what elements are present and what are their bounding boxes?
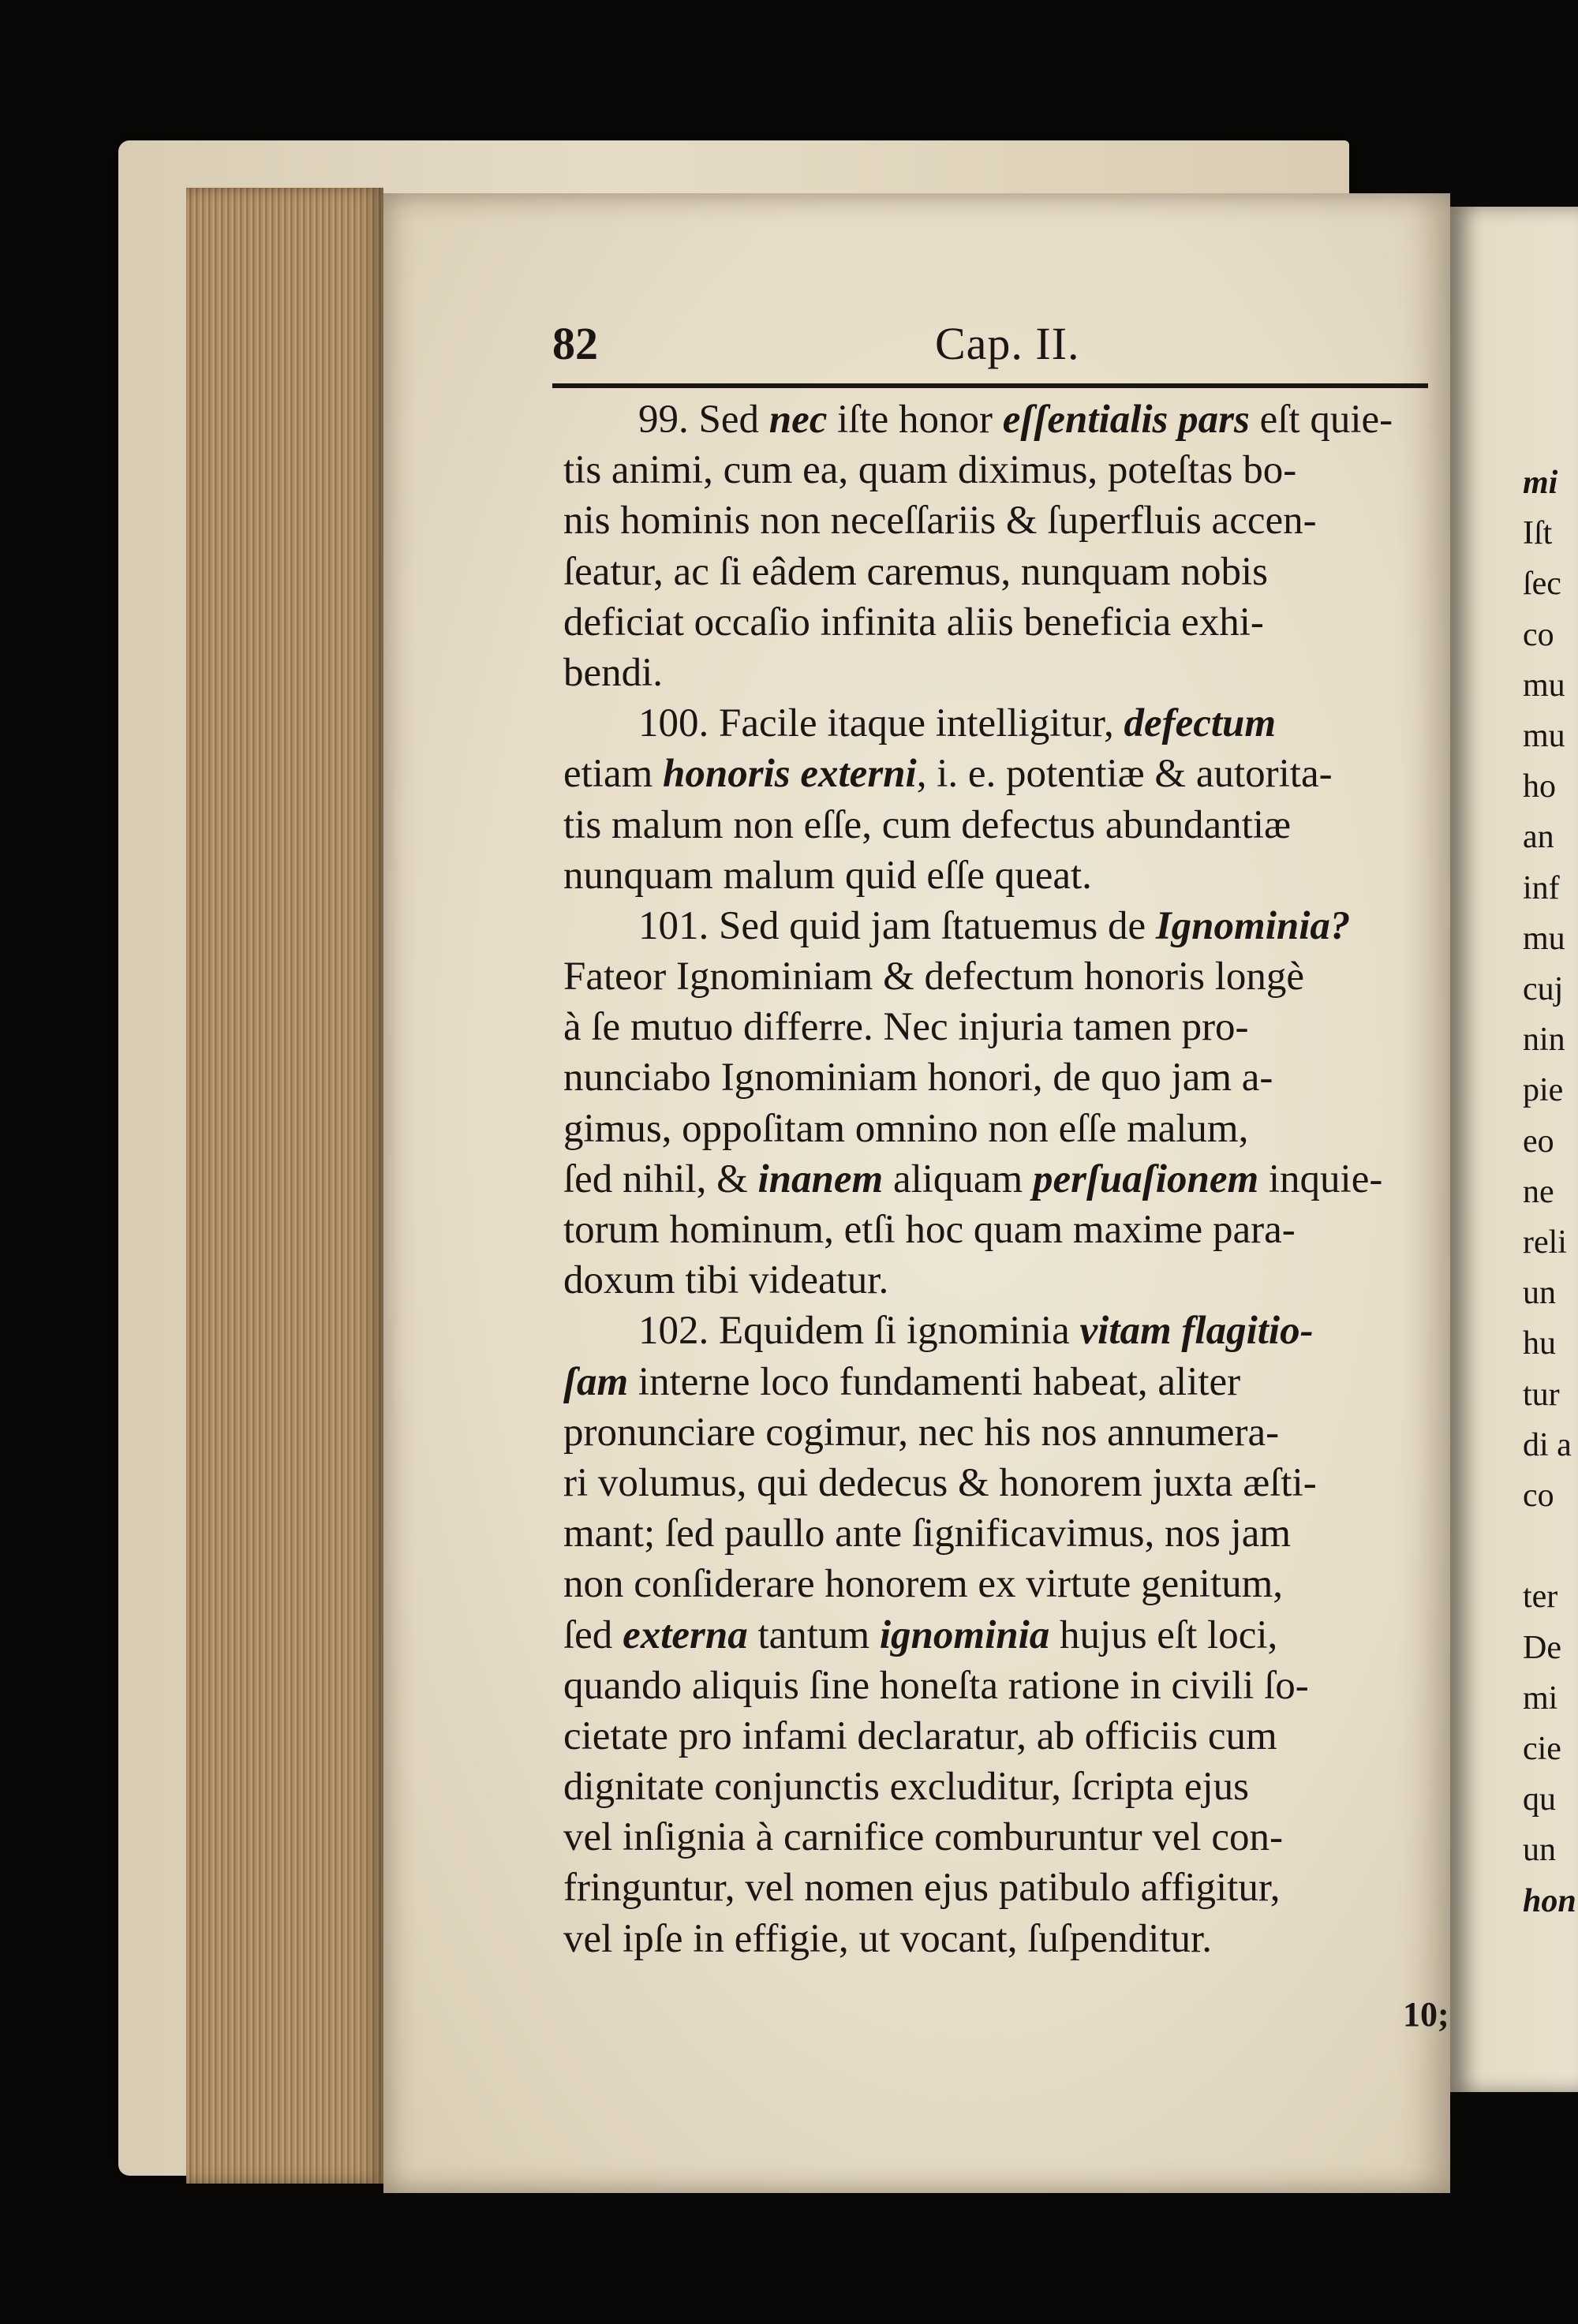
text-line bbox=[563, 547, 1451, 597]
facing-page-fragment: hu bbox=[1523, 1325, 1556, 1362]
text-run: vel ipſe in effigie, ut vocant, ſuſpenditur. bbox=[563, 1916, 1212, 1961]
facing-page-fragment: pie bbox=[1523, 1072, 1564, 1109]
text-run: à ſe mutuo differre. Nec injuria tamen pro- bbox=[563, 1005, 1249, 1050]
text-run: inquie- bbox=[1258, 1156, 1383, 1201]
italic-text: perſuaſionem bbox=[1032, 1156, 1259, 1201]
text-line bbox=[563, 1762, 1451, 1812]
text-line bbox=[563, 1306, 1451, 1356]
text-line bbox=[563, 1914, 1451, 1964]
facing-page-fragment: co bbox=[1523, 616, 1554, 653]
facing-page-fragment: un bbox=[1523, 1275, 1556, 1312]
running-head: Cap. II. bbox=[935, 318, 1080, 369]
text-line bbox=[563, 1812, 1451, 1863]
text-line bbox=[563, 394, 1451, 445]
facing-page-fragment: an bbox=[1523, 819, 1554, 856]
text-run: ſed nihil, & bbox=[563, 1156, 758, 1201]
text-run: nis hominis non neceſſariis & ſuperfluis accen- bbox=[563, 499, 1317, 544]
facing-page-fragment: tur bbox=[1523, 1376, 1560, 1413]
text-run: ſeatur, ac ſi eâdem caremus, nunquam nobis bbox=[563, 549, 1268, 594]
text-run: 99. Sed bbox=[638, 398, 769, 442]
text-line bbox=[563, 445, 1451, 495]
text-line bbox=[563, 597, 1451, 648]
italic-text: defectum bbox=[1124, 701, 1277, 746]
text-line bbox=[563, 1002, 1451, 1052]
facing-page-fragment: mi bbox=[1523, 465, 1558, 501]
text-line bbox=[563, 698, 1451, 749]
text-run: quando aliquis ſine honeſta ratione in civili ſo- bbox=[563, 1663, 1309, 1708]
facing-page-fragment: inf bbox=[1523, 869, 1560, 906]
catchword: 10; bbox=[1403, 1995, 1449, 2034]
text-run: gimus, oppoſitam omnino non eſſe malum, bbox=[563, 1106, 1249, 1151]
facing-page-fragment: mu bbox=[1523, 667, 1565, 704]
text-line bbox=[563, 1255, 1451, 1306]
text-run: cietate pro infami declaratur, ab officiis cum bbox=[563, 1713, 1277, 1758]
text-run: , i. e. potentiæ & autorita- bbox=[916, 752, 1333, 797]
page-edges bbox=[186, 188, 383, 2184]
facing-page-fragment: eo bbox=[1523, 1123, 1554, 1160]
text-line bbox=[563, 648, 1451, 698]
text-run: torum hominum, etſi hoc quam maxime para- bbox=[563, 1208, 1296, 1252]
text-line bbox=[563, 749, 1451, 799]
facing-page-fragment: hon bbox=[1523, 1882, 1576, 1919]
text-run: non conſiderare honorem ex virtute genitum, bbox=[563, 1562, 1284, 1607]
facing-page bbox=[1450, 207, 1578, 2092]
italic-text: inanem bbox=[757, 1156, 884, 1201]
text-run: bendi. bbox=[563, 650, 664, 695]
facing-page-fragment: ne bbox=[1523, 1173, 1554, 1210]
text-line bbox=[563, 901, 1451, 951]
text-run: vel inſignia à carnifice comburuntur vel con- bbox=[563, 1815, 1283, 1860]
text-run: ri volumus, qui dedecus & honorem juxta æſti- bbox=[563, 1460, 1317, 1505]
facing-page-fragment: ho bbox=[1523, 768, 1556, 805]
text-run: aliquam bbox=[883, 1156, 1033, 1201]
text-run: 102. Equidem ſi ignominia bbox=[638, 1309, 1080, 1354]
facing-page-fragment: qu bbox=[1523, 1781, 1556, 1818]
text-run: fringuntur, vel nomen ejus patibulo affigitur, bbox=[563, 1866, 1281, 1911]
text-run: Fateor Ignominiam & defectum honoris longè bbox=[563, 955, 1305, 999]
text-run: nunciabo Ignominiam honori, de quo jam a- bbox=[563, 1056, 1273, 1100]
facing-page-fragment: un bbox=[1523, 1832, 1556, 1869]
italic-text: externa bbox=[623, 1612, 748, 1657]
header-rule bbox=[552, 383, 1428, 388]
facing-page-fragment: co bbox=[1523, 1478, 1554, 1514]
text-line bbox=[563, 1458, 1451, 1508]
facing-page-fragment: mu bbox=[1523, 920, 1565, 957]
text-run: 101. Sed quid jam ſtatuemus de bbox=[638, 903, 1156, 948]
italic-text: nec bbox=[768, 398, 828, 442]
italic-text: honoris externi bbox=[663, 752, 917, 797]
text-line bbox=[563, 1052, 1451, 1103]
text-line bbox=[563, 495, 1451, 546]
text-run: hujus eſt loci, bbox=[1049, 1612, 1278, 1657]
text-line bbox=[563, 1711, 1451, 1762]
facing-page-fragment: cuj bbox=[1523, 971, 1564, 1007]
facing-page-fragment: ſec bbox=[1523, 566, 1561, 603]
text-run: tis animi, cum ea, quam diximus, poteſtas bo- bbox=[563, 448, 1297, 493]
text-run: interne loco fundamenti habeat, aliter bbox=[628, 1359, 1241, 1404]
italic-text: Ignominia? bbox=[1155, 903, 1351, 948]
facing-page-fragment: di a bbox=[1523, 1426, 1572, 1463]
text-line bbox=[563, 1863, 1451, 1913]
italic-text: vitam flagitio- bbox=[1079, 1309, 1314, 1354]
text-run: mant; ſed paullo ante ſignificavimus, nos jam bbox=[563, 1511, 1292, 1556]
page-header bbox=[552, 317, 1428, 380]
body-text bbox=[563, 394, 1451, 1964]
text-line bbox=[563, 1559, 1451, 1609]
facing-page-fragment: Iſt bbox=[1523, 515, 1553, 552]
italic-text: ſam bbox=[563, 1359, 629, 1404]
text-line bbox=[563, 800, 1451, 850]
italic-text: eſſentialis pars bbox=[1002, 398, 1250, 442]
text-run: 100. Facile itaque intelligitur, bbox=[638, 701, 1124, 746]
text-line bbox=[563, 1407, 1451, 1458]
facing-page-fragment: reli bbox=[1523, 1224, 1567, 1261]
text-run: tis malum non eſſe, cum defectus abundantiæ bbox=[563, 802, 1292, 847]
text-line bbox=[563, 1154, 1451, 1205]
facing-page-fragment: ter bbox=[1523, 1579, 1558, 1616]
text-run: ſed bbox=[563, 1612, 623, 1657]
facing-page-fragment: cie bbox=[1523, 1731, 1561, 1767]
text-line bbox=[563, 1610, 1451, 1661]
facing-page-fragment: mu bbox=[1523, 718, 1565, 754]
text-line bbox=[563, 1661, 1451, 1711]
text-run: deficiat occaſio infinita aliis beneficia exhi- bbox=[563, 600, 1264, 645]
text-line bbox=[563, 850, 1451, 901]
text-line bbox=[563, 1205, 1451, 1255]
facing-page-fragment: mi bbox=[1523, 1679, 1558, 1717]
facing-page-fragment: nin bbox=[1523, 1022, 1565, 1059]
text-line bbox=[563, 951, 1451, 1002]
text-run: pronunciare cogimur, nec his nos annumera- bbox=[563, 1410, 1280, 1455]
text-run: doxum tibi videatur. bbox=[563, 1258, 889, 1303]
text-run: tantum bbox=[747, 1612, 880, 1657]
text-run: nunquam malum quid eſſe queat. bbox=[563, 853, 1092, 898]
text-line bbox=[563, 1508, 1451, 1559]
text-line bbox=[563, 1104, 1451, 1154]
page-number: 82 bbox=[552, 318, 598, 369]
text-run: iſte honor bbox=[827, 398, 1003, 442]
italic-text: ignominia bbox=[879, 1612, 1050, 1657]
text-run: dignitate conjunctis excluditur, ſcripta ejus bbox=[563, 1765, 1249, 1810]
facing-page-fragment: De bbox=[1523, 1629, 1561, 1666]
text-run: etiam bbox=[563, 752, 664, 797]
text-run: eſt quie- bbox=[1249, 398, 1393, 442]
text-line bbox=[563, 1357, 1451, 1407]
